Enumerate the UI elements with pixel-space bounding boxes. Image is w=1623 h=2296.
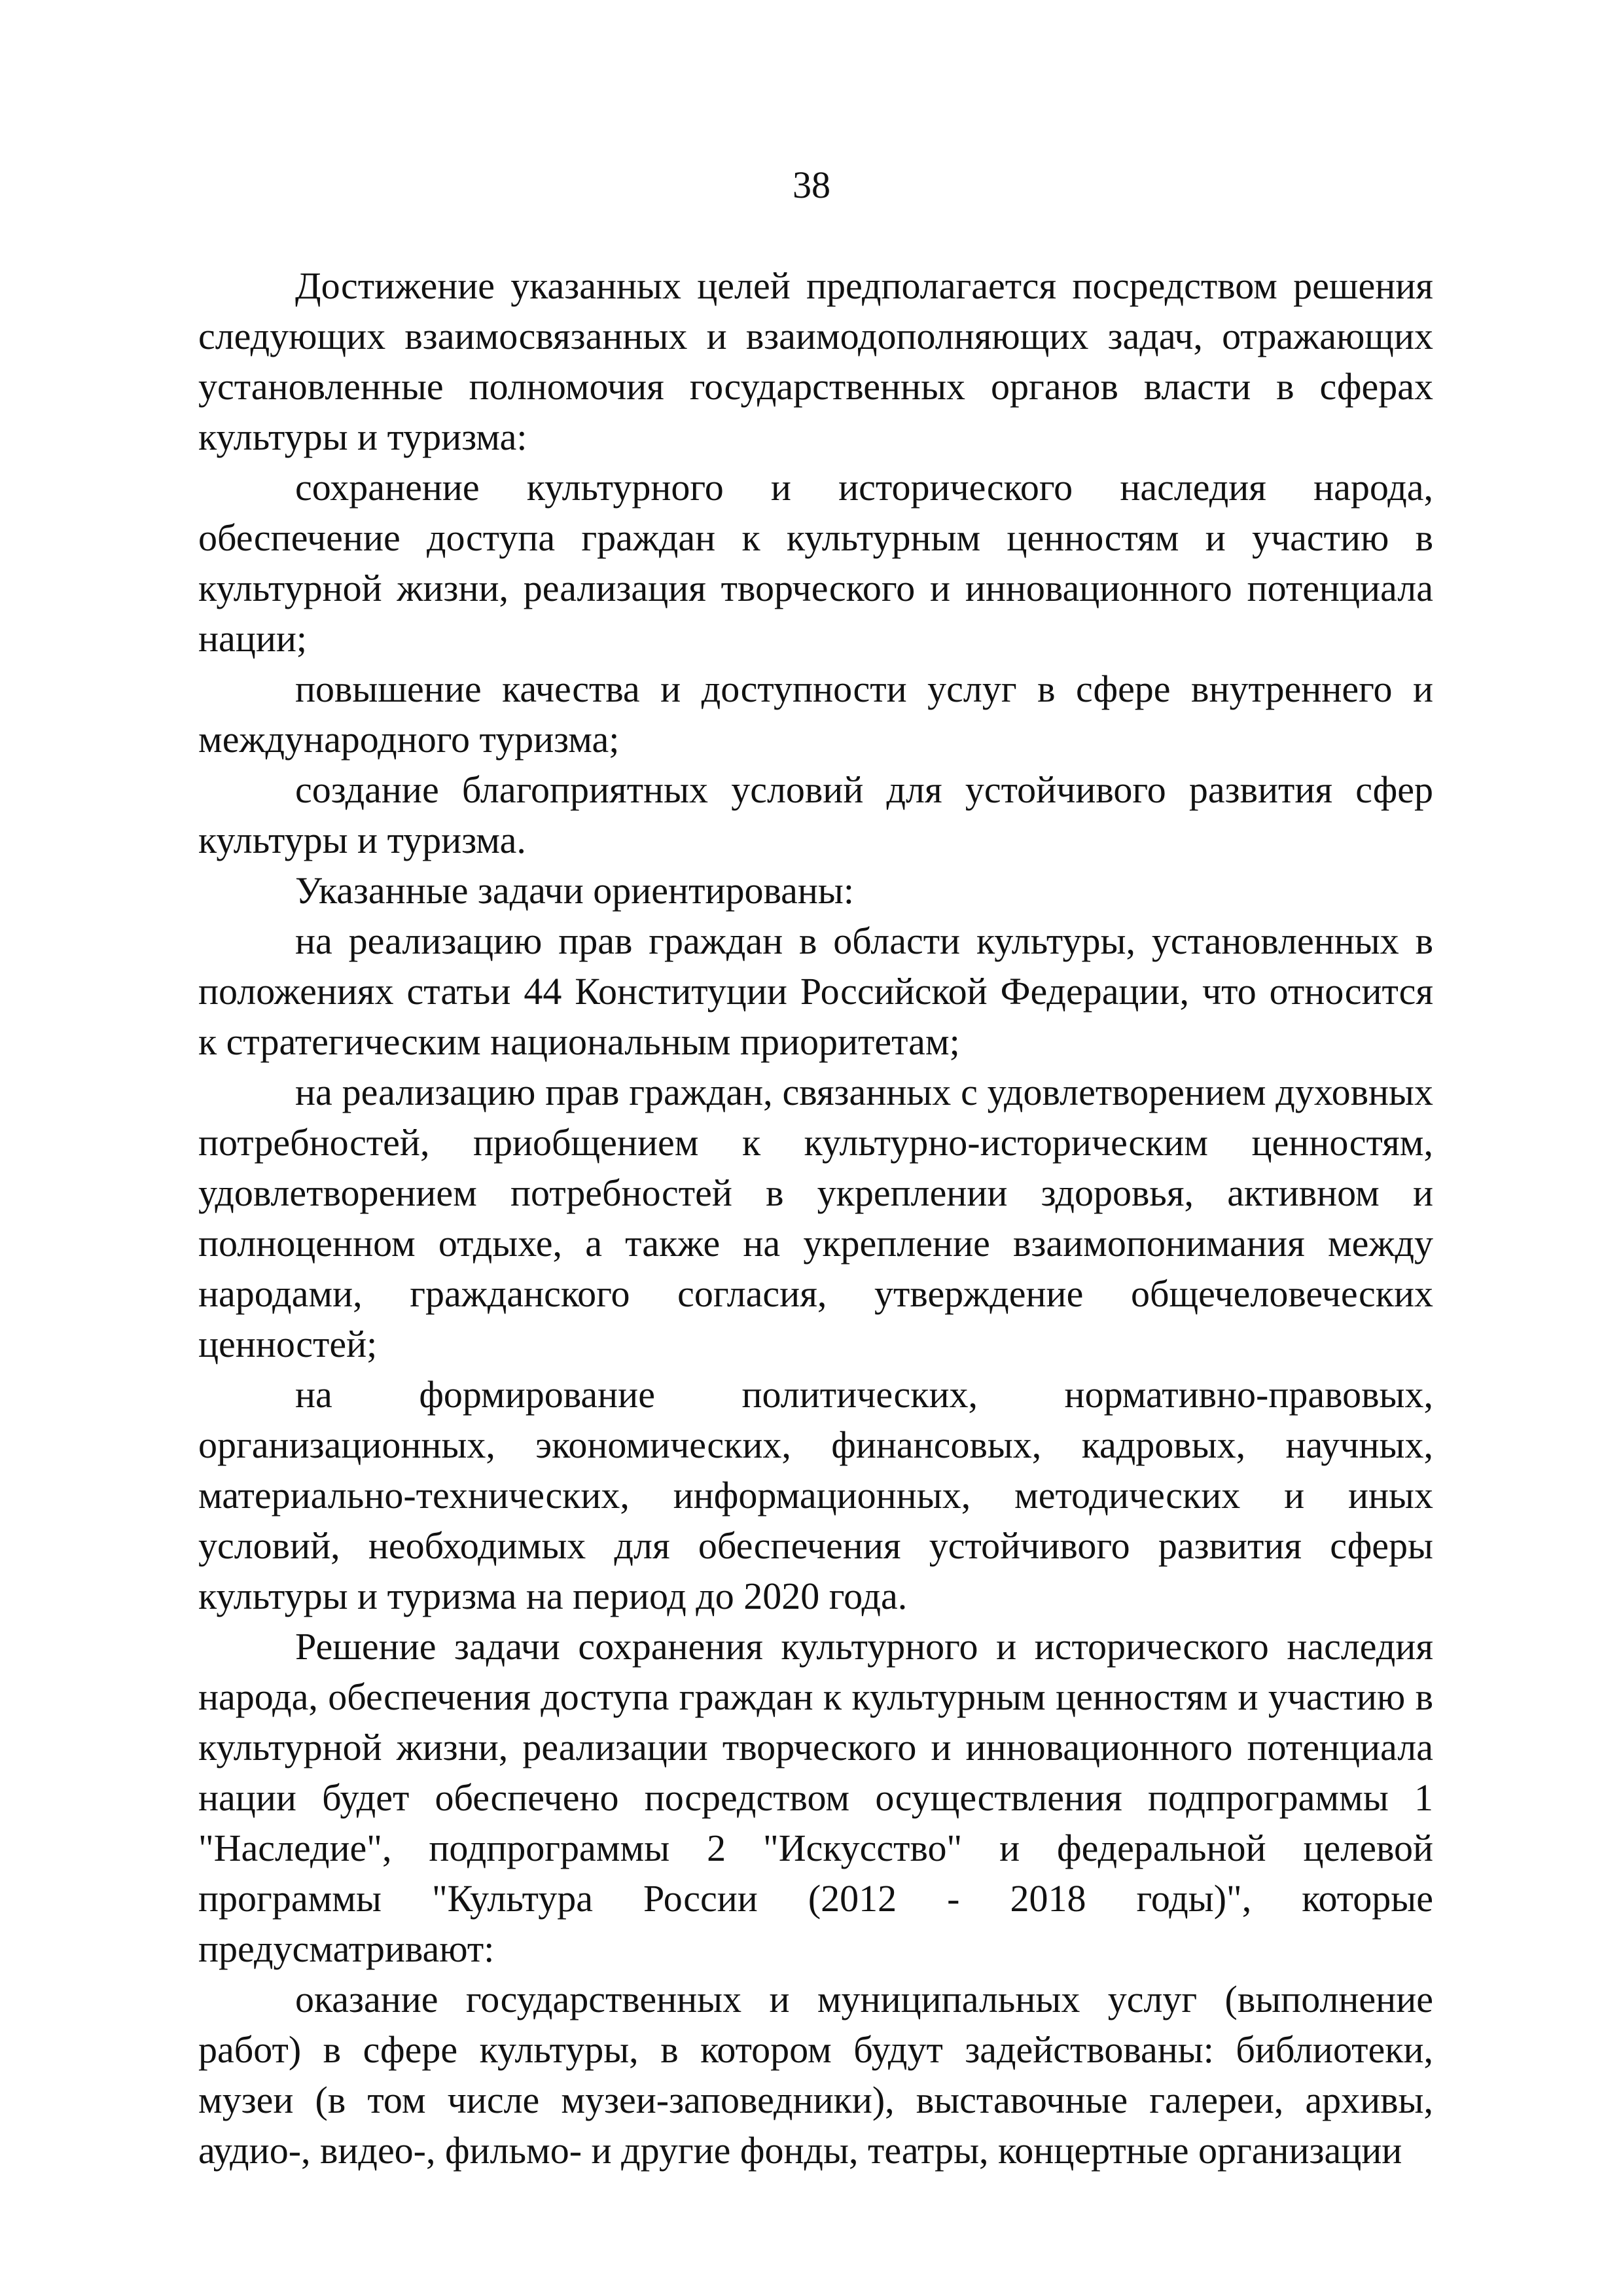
paragraph-tasks-oriented: Указанные задачи ориентированы:	[295, 869, 854, 912]
paragraph-rights-culture: на реализацию прав граждан в области культуры, установленных в положениях статьи 44 Конституции Российской Федерации, что относится к стратегическим национальным приоритетам;	[198, 920, 1433, 1063]
paragraph-goals-intro: Достижение указанных целей предполагается посредством решения следующих взаимосвязанных и взаимодополняющих задач, отражающих установленные полномочия государственных органов власти в сферах культуры и туризма:	[198, 264, 1433, 458]
paragraph-tourism-task: повышение качества и доступности услуг в сфере внутреннего и международного туризма;	[198, 668, 1433, 761]
paragraph-development-task: создание благоприятных условий для устойчивого развития сфер культуры и туризма.	[198, 768, 1433, 861]
paragraph-solution: Решение задачи сохранения культурного и исторического наследия народа, обеспечения доступа граждан к культурным ценностям и участию в культурной жизни, реализации творческого и инновационного потенциала нации будет обеспечено посредством осуществления подпрограммы 1 "Наследие", подпрограммы 2 "Искусство" и федеральной целевой программы "Культура России (2012 - 2018 годы)", которые предусматривают:	[198, 1625, 1433, 1970]
paragraph-rights-spiritual: на реализацию прав граждан, связанных с удовлетворением духовных потребностей, приобщением к культурно-историческим ценностям, удовлетворением потребностей в укреплении здоровья, активном и полноценном отдыхе, а также на укрепление взаимопонимания между народами, гражданского согласия, утверждение общечеловеческих ценностей;	[198, 1071, 1433, 1365]
paragraph-services: оказание государственных и муниципальных услуг (выполнение работ) в сфере культуры, в котором будут задействованы: библиотеки, музеи (в том числе музеи-заповедники), выставочные галереи, архивы, аудио-, видео-, фильмо- и другие фонды, театры, концертные организации	[198, 1978, 1433, 2172]
paragraph-heritage-task: сохранение культурного и исторического наследия народа, обеспечение доступа граждан к культурным ценностям и участию в культурной жизни, реализация творческого и инновационного потенциала нации;	[198, 466, 1433, 660]
page-number: 38	[793, 164, 830, 206]
document-body	[198, 260, 1433, 2176]
paragraph-conditions: на формирование политических, нормативно-правовых, организационных, экономических, финансовых, кадровых, научных, материально-технических, информационных, методических и иных условий, необходимых для обеспечения устойчивого развития сферы культуры и туризма на период до 2020 года.	[198, 1373, 1433, 1617]
